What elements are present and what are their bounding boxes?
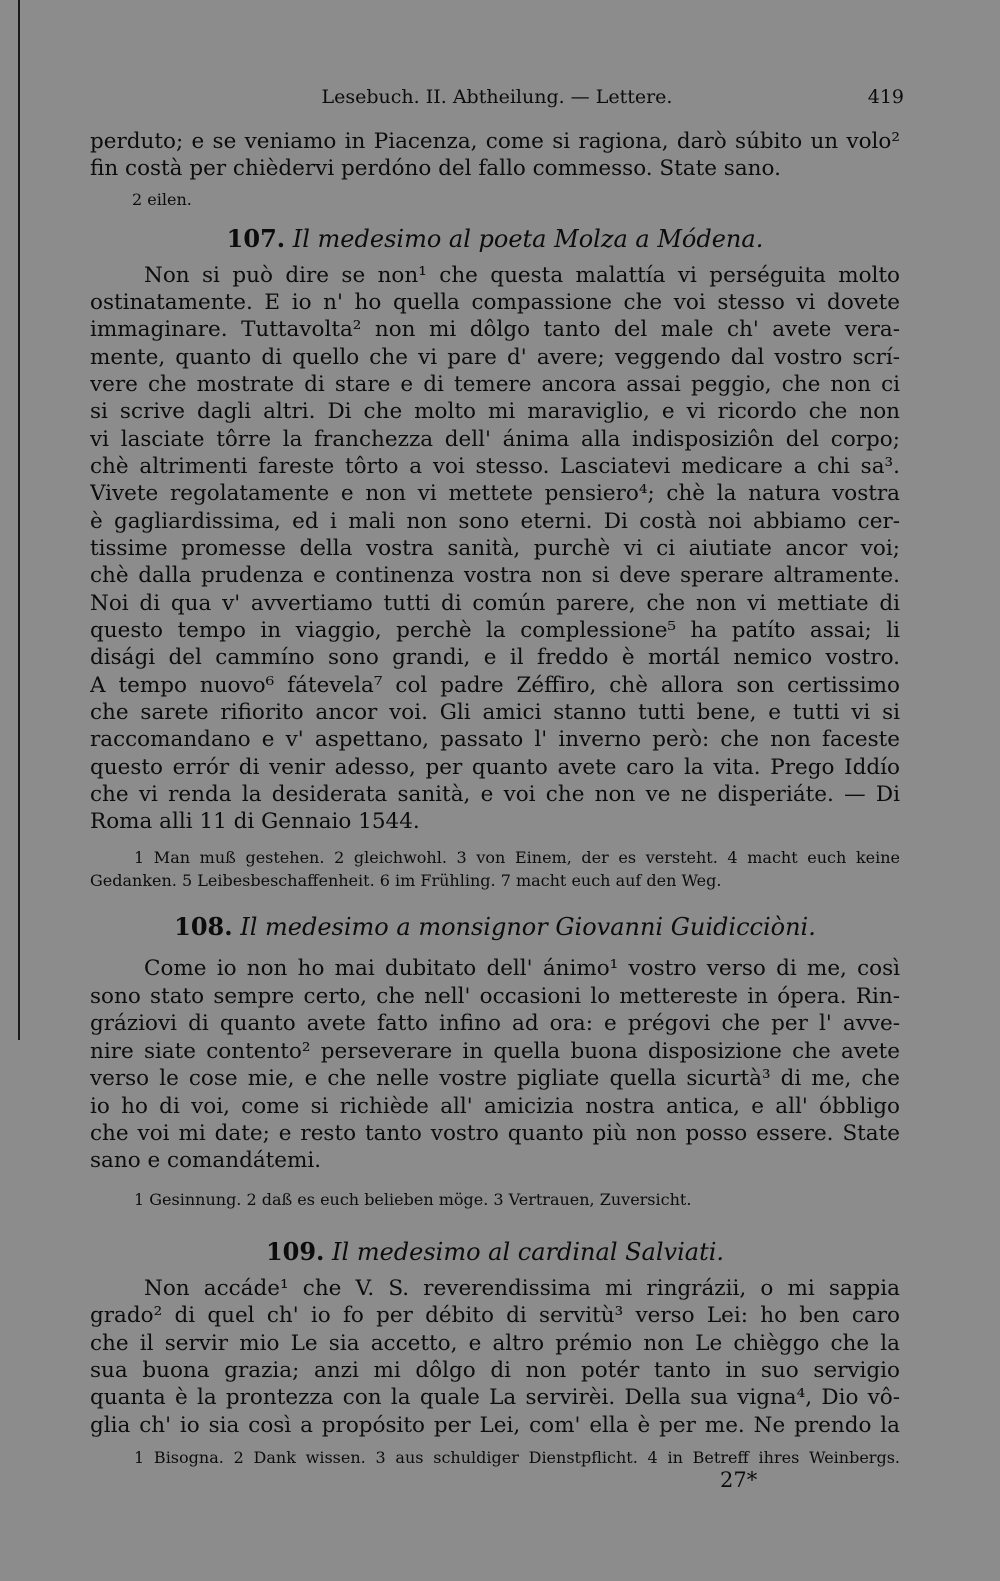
text-line: Come io non ho mai dubitato dell' ánimo¹ vostro verso di me, così [144, 956, 900, 981]
text-line: vi lasciate tôrre la franchezza dell' ánima alla indisposiziôn del corpo; [90, 427, 900, 452]
text-line: fin costà per chièdervi perdóno del fallo commesso. State sano. [90, 156, 781, 181]
text-line: si scrive dagli altri. Di che molto mi maraviglio, e vi ricordo che non [90, 399, 900, 424]
text-line: mente, quanto di quello che vi pare d' avere; veggendo dal vostro scrí- [90, 345, 900, 370]
text-line: Roma alli 11 di Gennaio 1544. [90, 809, 420, 834]
text-line: che vi renda la desiderata sanità, e voi che non ve ne disperiáte. — Di [90, 782, 900, 807]
text-line: verso le cose mie, e che nelle vostre pigliate quella sicurtà³ di me, che [90, 1066, 900, 1091]
text-line: questo tempo in viaggio, perchè la complessione⁵ ha patíto assai; li [90, 618, 900, 643]
text-line: che sarete rifiorito ancor voi. Gli amici stanno tutti bene, e tutti vi si [90, 700, 900, 725]
text-line: sano e comandátemi. [90, 1148, 322, 1173]
printer-signature: 27* [720, 1468, 758, 1492]
text-line: Non si può dire se non¹ che questa malattía vi perséguita molto [144, 263, 900, 288]
page-number: 419 [867, 86, 904, 108]
footnote: Gedanken. 5 Leibesbeschaffenheit. 6 im Frühling. 7 macht euch auf den Weg. [90, 871, 722, 890]
footnote: 1 Gesinnung. 2 daß es euch belieben möge. 3 Vertrauen, Zuversicht. [134, 1190, 692, 1209]
text-line: tissime promesse della vostra sanità, purchè vi ci aiutiate ancor voi; [90, 536, 900, 561]
text-line: immaginare. Tuttavolta² non mi dôlgo tanto del male ch' avete vera- [90, 317, 900, 342]
text-line: grado² di quel ch' io fo per débito di servitù³ verso Lei: ho ben caro [90, 1303, 900, 1328]
text-line: sono stato sempre certo, che nell' occasioni lo mettereste in ópera. Rin- [90, 984, 900, 1009]
text-line: quanta è la prontezza con la quale La servirèi. Della sua vigna⁴, Dio vô- [90, 1385, 900, 1410]
letter-title: Il medesimo al cardinal Salviati. [332, 1238, 725, 1266]
footnote: 1 Bisogna. 2 Dank wissen. 3 aus schuldiger Dienstpflicht. 4 in Betreff ihres Weinbergs. [134, 1448, 900, 1467]
text-line: questo errór di venir adesso, per quanto avete caro la vita. Prego Iddío [90, 755, 900, 780]
text-line: chè dalla prudenza e continenza vostra non si deve sperare altramente. [90, 563, 900, 588]
text-line: glia ch' io sia così a propósito per Lei, com' ella è per me. Ne prendo la [90, 1413, 900, 1438]
letter-heading-108 [90, 912, 900, 941]
letter-heading-107 [90, 224, 900, 253]
letter-title: Il medesimo a monsignor Giovanni Guidicciòni. [240, 913, 816, 941]
text-line: chè altrimenti fareste tôrto a voi stesso. Lasciatevi medicare a chi sa³. [90, 454, 900, 479]
letter-heading-109 [90, 1237, 900, 1266]
text-line: è gagliardissima, ed i mali non sono eterni. Di costà noi abbiamo cer- [90, 509, 900, 534]
text-line: io ho di voi, come si richiède all' amicizia nostra antica, e all' óbbligo [90, 1094, 900, 1119]
text-line: perduto; e se veniamo in Piacenza, come si ragiona, darò súbito un volo² [90, 129, 900, 154]
text-line: gráziovi di quanto avete fatto infino ad ora: e prégovi che per l' avve- [90, 1011, 900, 1036]
text-line: ostinatamente. E io n' ho quella compassione che voi stesso vi dovete [90, 290, 900, 315]
text-line: che il servir mio Le sia accetto, e altro prémio non Le chièggo che la [90, 1331, 900, 1356]
text-line: sua buona grazia; anzi mi dôlgo di non potér tanto in suo servigio [90, 1358, 900, 1383]
text-line: Vivete regolatamente e non vi mettete pensiero⁴; chè la natura vostra [90, 481, 900, 506]
text-line: nire siate contento² perseverare in quella buona disposizione che avete [90, 1039, 900, 1064]
letter-number: 109. [265, 1237, 325, 1266]
text-line: Noi di qua v' avvertiamo tutti di común parere, che non vi mettiate di [90, 591, 900, 616]
running-title: Lesebuch. II. Abtheilung. — Lettere. [321, 86, 673, 108]
footnote: 1 Man muß gestehen. 2 gleichwohl. 3 von Einem, der es versteht. 4 macht euch keine [134, 848, 900, 867]
text-line: che voi mi date; e resto tanto vostro quanto più non posso essere. State [90, 1121, 900, 1146]
letter-number: 108. [174, 912, 233, 941]
text-line: Non accáde¹ che V. S. reverendissima mi ringrázii, o mi sappia [144, 1276, 900, 1301]
text-line: vere che mostrate di stare e di temere ancora assai peggio, che non ci [90, 372, 900, 397]
footnote: 2 eilen. [132, 190, 192, 209]
text-line: disági del cammíno sono grandi, e il freddo è mortál nemico vostro. [90, 645, 900, 670]
text-line: raccomandano e v' aspettano, passato l' inverno però: che non faceste [90, 727, 900, 752]
letter-number: 107. [226, 224, 286, 253]
page-edge-line [18, 0, 20, 1040]
letter-title: Il medesimo al poeta Molza a Módena. [292, 225, 764, 253]
text-line: A tempo nuovo⁶ fátevela⁷ col padre Zéffiro, chè allora son certissimo [90, 673, 900, 698]
running-header [90, 86, 904, 116]
